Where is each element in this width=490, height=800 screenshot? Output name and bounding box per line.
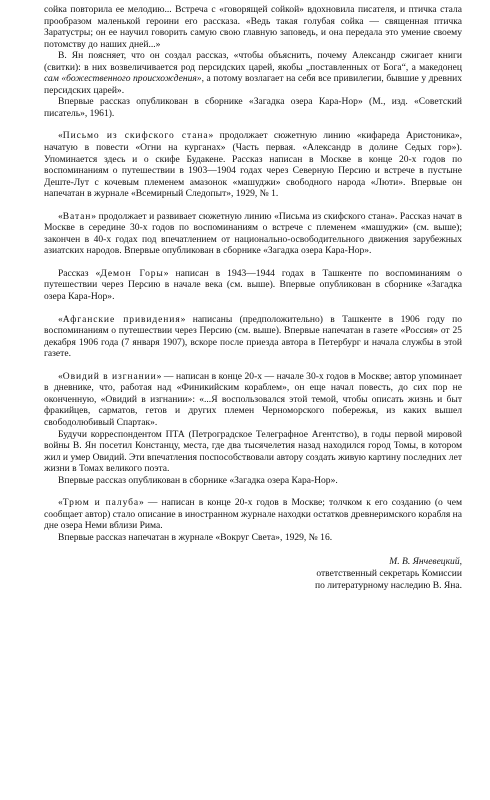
work-title: Трюм и палуба [62, 497, 140, 509]
work-title: Афганские привидения [62, 313, 181, 325]
signature-block [44, 556, 462, 591]
paragraph [44, 130, 462, 199]
paragraph [44, 497, 462, 532]
work-title: Письмо из скифского стана [62, 130, 209, 142]
text-run: Рассказ « [58, 267, 101, 279]
section-gap [44, 303, 462, 314]
text-run: » продолжает сюжетную линию «кифареда Аристоника», начатую в повести «Огни на курганах» (Часть первая. «Александр в долине Седых гор»). Упоминается здесь и о скифе Будакене. Рассказ написан в Москве в конце 20-х годов по воспоминаниям о путешествии в 1903—1904 годах через Северную Персию и встрече в пустыне Деште-Лут с кочевым племенем амазонок «машуджи» свободного народа «Люти». Впервые он напечатан в журнале «Всемирный Следопыт», 1929, № 1. [44, 130, 462, 200]
paragraph [44, 4, 462, 50]
work-title: Ватан [62, 210, 92, 222]
section-gap [44, 119, 462, 130]
paragraph [44, 314, 462, 360]
paragraph [44, 371, 462, 429]
commentary-section [44, 130, 462, 199]
commentary-section [44, 371, 462, 486]
text-run: « [58, 313, 63, 325]
text-run: В. Ян поясняет, что он создал рассказ, «чтобы объяснить, почему Александр сжигает книги (свитки): в них возвеличивается род персидских царей, якобы „поставленных от Бога“, а македонец [44, 50, 462, 73]
section-gap [44, 486, 462, 497]
text-run: Впервые рассказ напечатан в журнале «Вокруг Света», 1929, № 16. [58, 531, 333, 543]
paragraph [44, 96, 462, 119]
text-run: » написаны (предположительно) в Ташкенте в 1906 году по воспоминаниям о путешествии через Персию (см. выше). Впервые напечатан в газете «Россия» от 25 декабря 1906 года (7 января 1907), вскоре после приезда автора в Петербург и начала службы в этой газете. [44, 313, 462, 360]
text-run: » — написан в конце 20-х годов в Москве; толчком к его созданию (о чем сообщает автор) стало описание в иностранном журнале находки остатков древнеримского корабля на дне озера Неми вблизи Рима. [44, 497, 462, 532]
text-run: « [58, 497, 63, 509]
text-run: « [58, 210, 63, 222]
text-run: Будучи корреспондентом ПТА (Петроградское Телеграфное Агентство), в годы первой мировой войны В. Ян посетил Констанцу, места, где два тысячелетия назад находился город Томы, в котором жил и умер Овидий. Эти впечатления поспособствовали автору создать живую картину последних лет жизни в Томах великого поэта. [44, 428, 462, 475]
document-body [44, 4, 462, 543]
paragraph [44, 475, 462, 487]
commentary-section [44, 211, 462, 257]
commentary-section [44, 4, 462, 119]
section-gap [44, 257, 462, 268]
commentary-section [44, 314, 462, 360]
signature-department: по литературному наследию В. Яна. [315, 579, 462, 591]
work-title: Овидий в изгнании [62, 370, 157, 382]
paragraph [44, 268, 462, 303]
text-run: » — написан в конце 20-х — начале 30-х годов в Москве; автор упоминает в дневнике, что, работая над «Финикийским кораблем», он еще начал повесть, до сих пор не оконченную, «Овидий в изгнании»: «...Я воспользовался этой темой, чтобы описать жизнь и быт фракийцев, сарматов, гетов и других племен Черноморского побережья, из каких вышел свободолюбивый Спартак». [44, 370, 462, 428]
text-run: Впервые рассказ опубликован в сборнике «Загадка озера Кара-Нор» (М., изд. «Советский писатель», 1961). [44, 96, 462, 119]
text-run: « [58, 370, 63, 382]
section-gap [44, 360, 462, 371]
text-run: » продолжает и развивает сюжетную линию «Письма из скифского стана». Рассказ начат в Москве в середине 30-х годов по воспоминаниям о встрече с племенем «машуджи» (см. выше); закончен в 40-х годах под впечатлением от национально-освободительного движения зарубежных азиатских народов. Впервые опубликован в сборнике «Загадка озера Кара-Нор». [44, 210, 462, 257]
paragraph [44, 211, 462, 257]
text-run: сойка повторила ее мелодию... Встреча с «говорящей сойкой» вдохновила писателя, и птичка стала прообразом маленькой героини его рассказа. «Ведь такая голубая сойка — священная птичка Заратустры; он ее научил говорить самую свою главную заповедь, и она передала это умение своему потомству до наших дней...» [44, 4, 462, 50]
work-title: Демон Горы [100, 267, 164, 279]
text-run: , а потому возлагает на себя все привилегии, бывшие у древних персидских царей». [44, 73, 462, 96]
paragraph [44, 429, 462, 475]
text-run: » написан в 1943—1944 годах в Ташкенте по воспоминаниям о путешествии через Персию в начале века (см. выше). Впервые опубликован в сборнике «Загадка озера Кара-Нор». [44, 267, 462, 303]
italic-quote: сам «божественного происхождения» [44, 73, 202, 85]
text-run: Впервые рассказ опубликован в сборнике «Загадка озера Кара-Нор». [58, 474, 338, 486]
section-gap [44, 200, 462, 211]
commentary-section [44, 268, 462, 303]
paragraph [44, 532, 462, 544]
signature-role: ответственный секретарь Комиссии [316, 567, 462, 579]
document-page [44, 4, 462, 591]
signature-name: М. В. Янчевецкий, [389, 556, 462, 568]
paragraph [44, 50, 462, 96]
text-run: « [58, 130, 63, 142]
commentary-section [44, 497, 462, 543]
